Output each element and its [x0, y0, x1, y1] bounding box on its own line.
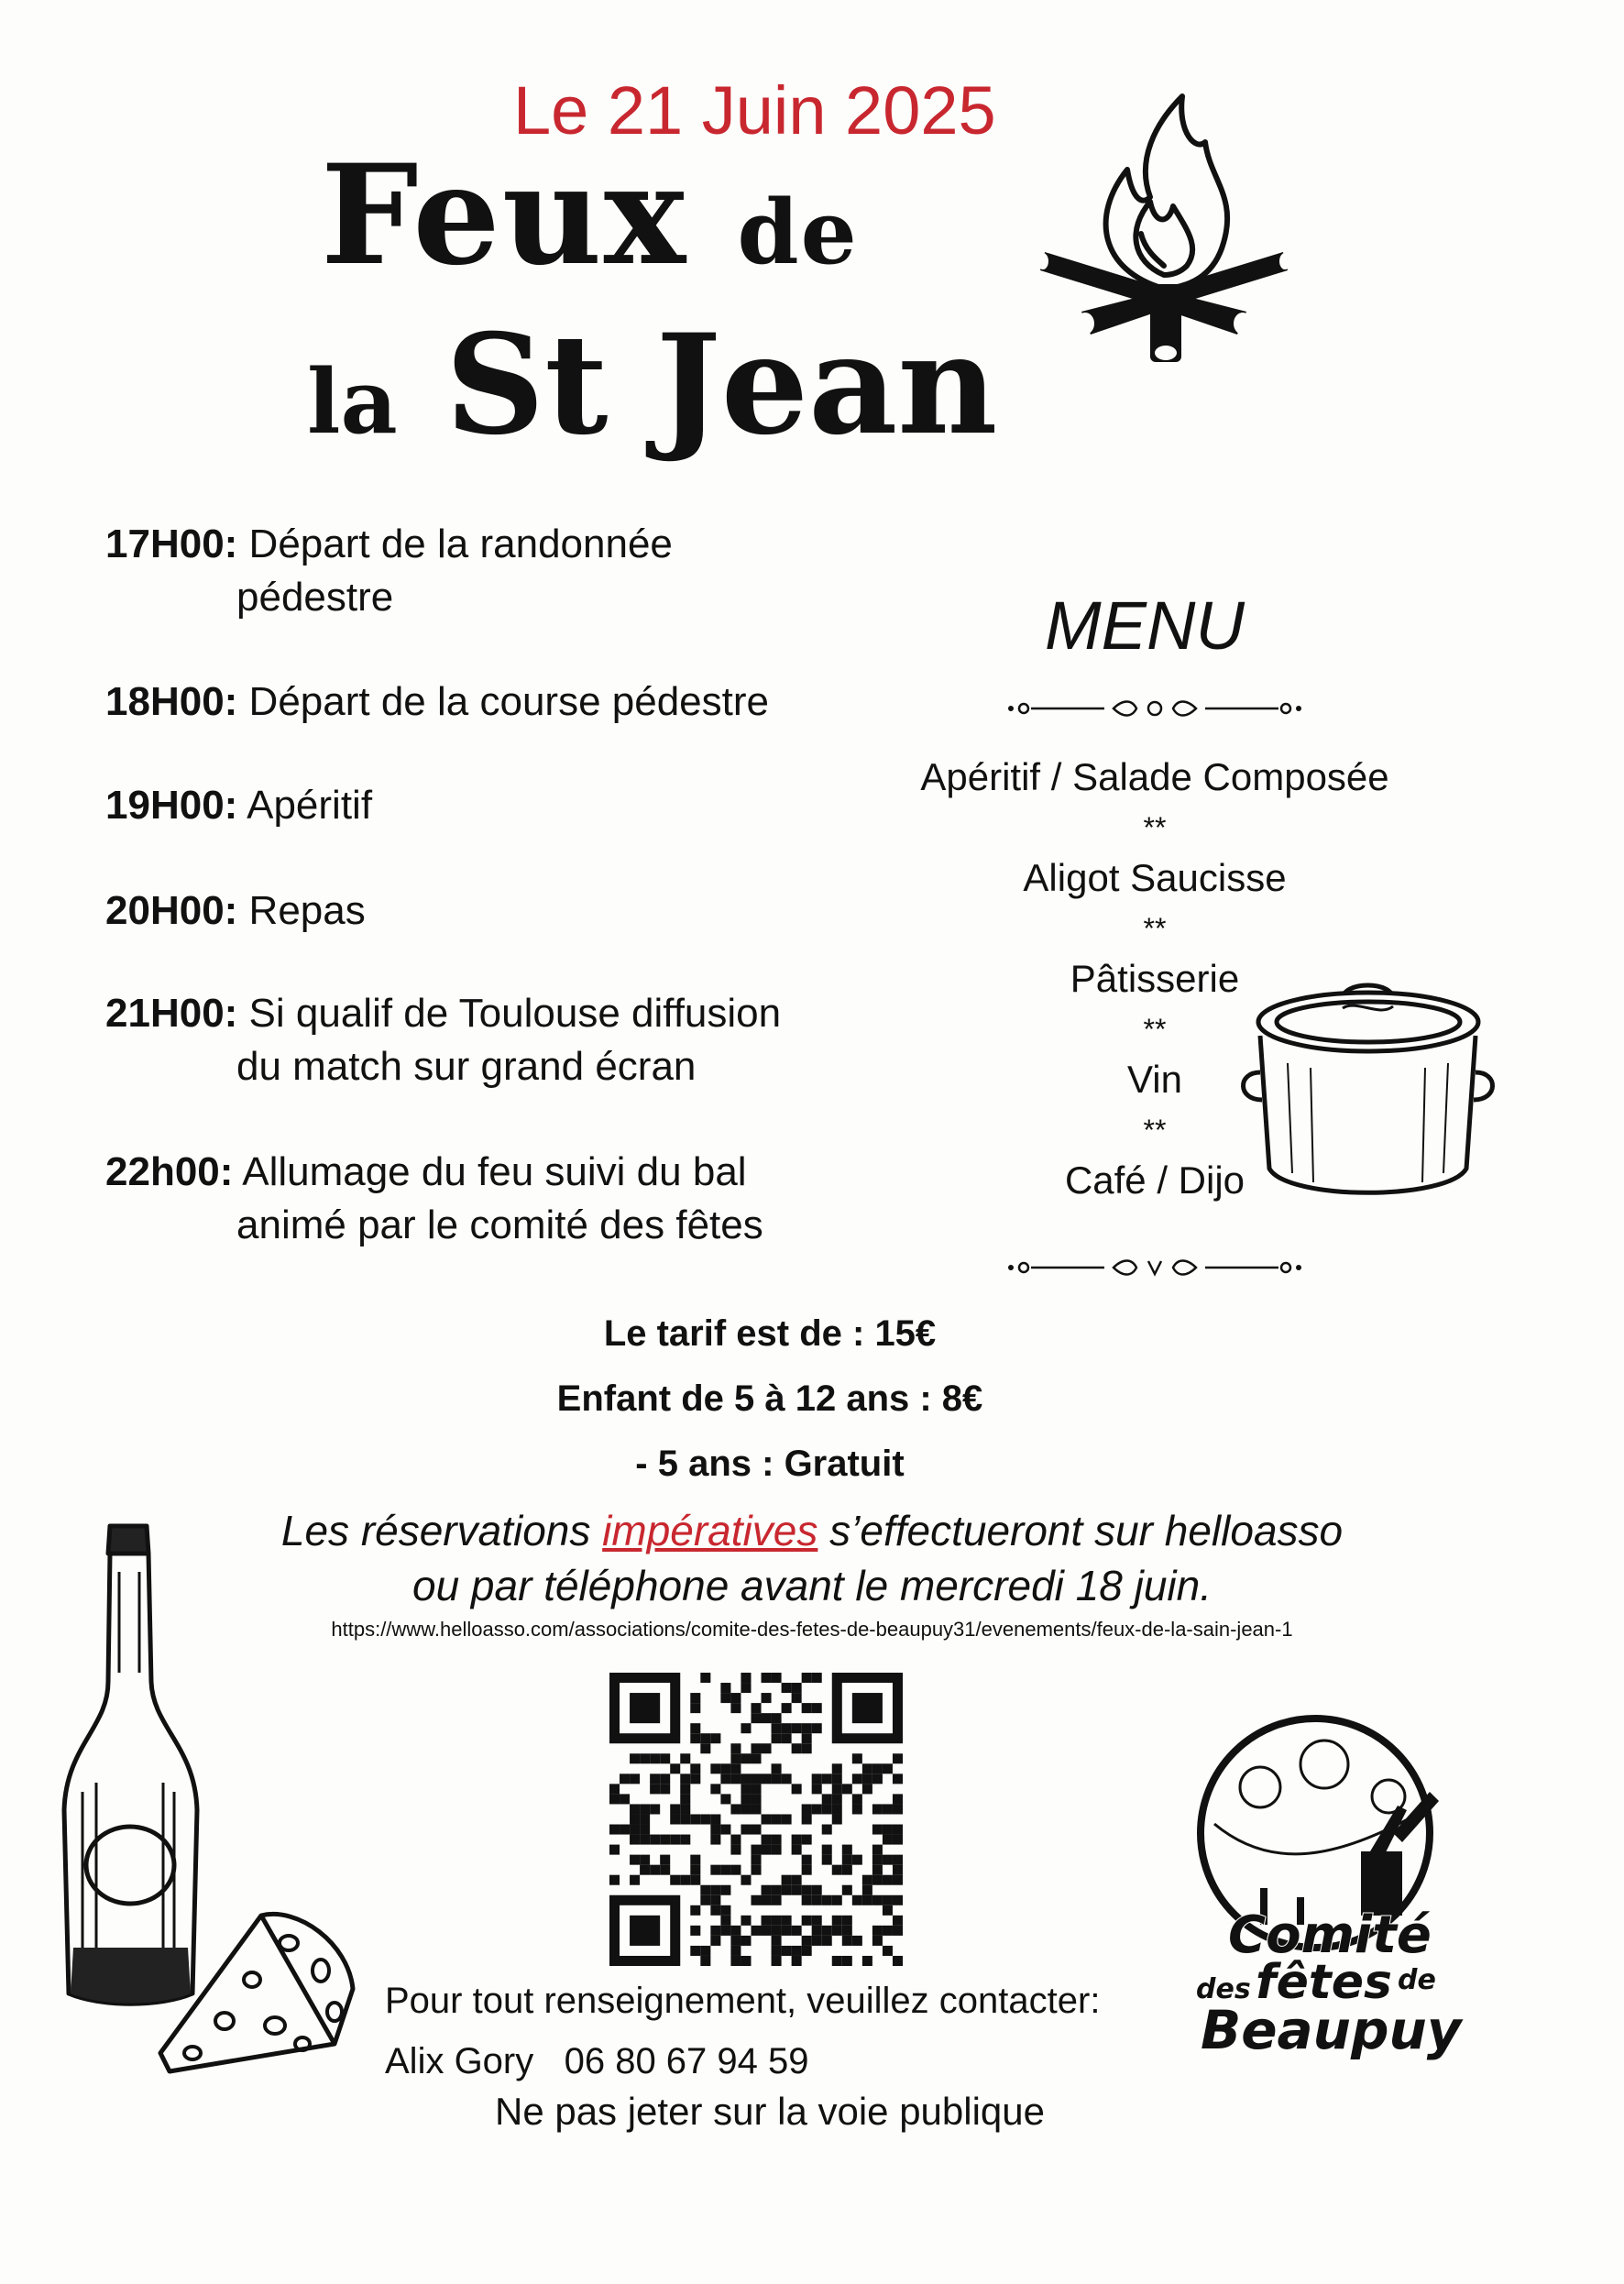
menu-separator: ** — [1143, 1013, 1167, 1046]
schedule-time: 22h00: — [105, 1149, 234, 1194]
reservation-url[interactable]: https://www.helloasso.com/associations/comite-des-fetes-de-beaupuy31/evenements/feux-de-la-sain-jean-1 — [331, 1618, 1293, 1641]
contact-intro: Pour tout renseignement, veuillez contacter: — [385, 1981, 1101, 2021]
title-word-de: de — [737, 181, 859, 284]
menu-item: Vin — [1127, 1058, 1182, 1101]
title-word-st-jean: St Jean — [444, 304, 998, 466]
cheese-icon — [151, 1906, 362, 2081]
logo-text-comite: Comité — [1228, 1905, 1432, 1965]
schedule-item — [105, 987, 781, 1093]
schedule-text: Départ de la randonnée — [248, 522, 673, 566]
logo-text-de: de — [1398, 1964, 1436, 1996]
menu-separator: ** — [1143, 1114, 1167, 1147]
campfire-icon — [1026, 78, 1301, 371]
cooking-pot-icon — [1233, 972, 1503, 1210]
schedule-item — [105, 675, 769, 729]
schedule-time: 17H00: — [105, 522, 238, 566]
menu-item: Aligot Saucisse — [1023, 856, 1287, 899]
menu-item: Café / Dijo — [1064, 1158, 1245, 1202]
logo-text-fetes: fêtes — [1256, 1955, 1392, 2010]
event-date: Le 21 Juin 2025 — [513, 72, 996, 148]
logo-text-des: des — [1196, 1973, 1251, 2005]
schedule-text: Apéritif — [247, 783, 373, 828]
schedule-text-continued: animé par le comité des fêtes — [236, 1202, 763, 1247]
menu-item: Apéritif / Salade Composée — [920, 755, 1389, 798]
contact-block — [385, 1971, 1100, 2092]
price-infant: - 5 ans : Gratuit — [635, 1444, 905, 1484]
schedule-text-continued: du match sur grand écran — [236, 1044, 697, 1089]
schedule-time: 19H00: — [105, 783, 238, 828]
ornament-divider-icon — [1004, 695, 1306, 722]
schedule-text: Repas — [248, 888, 366, 933]
schedule-item — [105, 518, 673, 624]
ornament-divider-icon — [1004, 1254, 1306, 1281]
reservation-line-1 — [0, 1503, 1624, 1558]
reservation-emphasis: impératives — [602, 1507, 818, 1554]
schedule-time: 21H00: — [105, 991, 238, 1036]
schedule-text: Allumage du feu suivi du bal — [242, 1149, 747, 1194]
title-word-la: la — [307, 350, 398, 454]
qr-code-icon[interactable] — [609, 1673, 903, 1966]
title-line-2 — [307, 304, 998, 466]
logo-text-beaupuy: Beaupuy — [1201, 1999, 1462, 2061]
schedule-time: 20H00: — [105, 888, 238, 933]
schedule-item — [105, 884, 366, 938]
comite-des-fetes-logo — [1178, 1696, 1480, 2062]
reservation-notice — [0, 1503, 1624, 1613]
reservation-text: Les réservations — [280, 1507, 603, 1554]
reservation-line-2: ou par téléphone avant le mercredi 18 juin. — [411, 1562, 1212, 1609]
price-child: Enfant de 5 à 12 ans : 8€ — [556, 1378, 983, 1419]
menu-title: MENU — [1045, 587, 1245, 664]
menu-separator: ** — [1143, 912, 1167, 945]
schedule-text: Départ de la course pédestre — [248, 679, 769, 724]
title-word-feux: Feux — [321, 135, 688, 296]
schedule-text-continued: pédestre — [236, 575, 394, 620]
price-adult: Le tarif est de : 15€ — [603, 1313, 937, 1354]
schedule-item — [105, 779, 372, 832]
price-list — [0, 1301, 1540, 1497]
schedule-item — [105, 1146, 763, 1252]
menu-item: Pâtisserie — [1070, 957, 1240, 1000]
menu-separator: ** — [1143, 811, 1167, 844]
schedule-time: 18H00: — [105, 679, 238, 724]
schedule-text: Si qualif de Toulouse diffusion — [248, 991, 782, 1036]
reservation-text: s’effectueront sur helloasso — [817, 1507, 1344, 1554]
title-line-1 — [321, 135, 859, 296]
contact-name-phone: Alix Gory 06 80 67 94 59 — [385, 2041, 809, 2081]
footer-notice: Ne pas jeter sur la voie publique — [494, 2090, 1046, 2133]
